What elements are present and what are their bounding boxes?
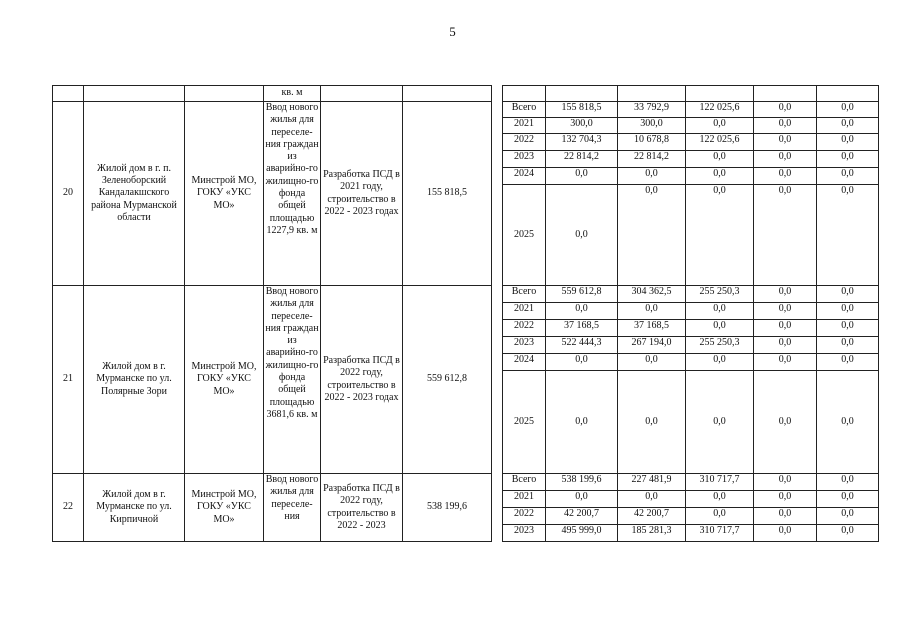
- object-total: 559 612,8: [403, 286, 492, 474]
- object-name: Жилой дом в г. п. Зеленоборский Кандалакшского района Мурманской области: [84, 102, 185, 286]
- fund-4: 0,0: [817, 102, 879, 118]
- year-total: 559 612,8: [546, 286, 618, 303]
- year-total: 0,0: [546, 168, 618, 185]
- year-label: 2023: [503, 525, 546, 542]
- purpose: Ввод нового жилья для переселе-ния граждан из аварийно-го жилищно-го фонда общей площадью 1227,9 кв. м: [264, 102, 321, 286]
- year-label: 2023: [503, 151, 546, 168]
- fund-3: 0,0: [754, 525, 817, 542]
- object-total: 155 818,5: [403, 102, 492, 286]
- fund-3: 0,0: [754, 371, 817, 474]
- fund-2: 310 717,7: [686, 474, 754, 491]
- fund-2: 0,0: [686, 151, 754, 168]
- fund-3: 0,0: [754, 102, 817, 118]
- fund-3: 0,0: [754, 320, 817, 337]
- year-label: 2021: [503, 491, 546, 508]
- fund-2: 0,0: [686, 303, 754, 320]
- fund-1: 300,0: [618, 118, 686, 134]
- year-label: Всего: [503, 474, 546, 491]
- year-total: 0,0: [546, 303, 618, 320]
- year-label: 2023: [503, 337, 546, 354]
- fund-1: 185 281,3: [618, 525, 686, 542]
- fund-2: 255 250,3: [686, 286, 754, 303]
- column-gap: [492, 286, 503, 474]
- fund-3: 0,0: [754, 134, 817, 151]
- fund-1: 267 194,0: [618, 337, 686, 354]
- fund-2: 122 025,6: [686, 134, 754, 151]
- fund-4: 0,0: [817, 337, 879, 354]
- row-number: 22: [53, 474, 84, 542]
- fund-3: 0,0: [754, 491, 817, 508]
- year-total: 0,0: [546, 491, 618, 508]
- year-label: 2021: [503, 118, 546, 134]
- fund-3: 0,0: [754, 474, 817, 491]
- purpose-fragment: кв. м: [264, 86, 321, 102]
- year-total: 42 200,7: [546, 508, 618, 525]
- fund-1: 33 792,9: [618, 102, 686, 118]
- fund-2: 0,0: [686, 354, 754, 371]
- stage: Разработка ПСД в 2021 году, строительство в 2022 - 2023 годах: [321, 102, 403, 286]
- fund-4: 0,0: [817, 134, 879, 151]
- fund-1: 304 362,5: [618, 286, 686, 303]
- year-total: 132 704,3: [546, 134, 618, 151]
- fund-4: 0,0: [817, 185, 879, 286]
- table-body: [53, 86, 879, 542]
- fund-3: 0,0: [754, 354, 817, 371]
- fund-1: 10 678,8: [618, 134, 686, 151]
- year-total: 495 999,0: [546, 525, 618, 542]
- customer: Минстрой МО, ГОКУ «УКС МО»: [185, 286, 264, 474]
- object-name: Жилой дом в г. Мурманске по ул. Полярные Зори: [84, 286, 185, 474]
- fund-2: 0,0: [686, 118, 754, 134]
- year-total: 155 818,5: [546, 102, 618, 118]
- year-label: Всего: [503, 102, 546, 118]
- fund-4: 0,0: [817, 151, 879, 168]
- year-total: 0,0: [546, 354, 618, 371]
- year-label: 2022: [503, 134, 546, 151]
- year-total: 22 814,2: [546, 151, 618, 168]
- year-total: 37 168,5: [546, 320, 618, 337]
- fund-1: 0,0: [618, 371, 686, 474]
- purpose: Ввод нового жилья для переселе-ния: [264, 474, 321, 542]
- year-label: 2021: [503, 303, 546, 320]
- fund-1: 0,0: [618, 185, 686, 286]
- year-total: 300,0: [546, 118, 618, 134]
- fund-4: 0,0: [817, 118, 879, 134]
- year-total: 538 199,6: [546, 474, 618, 491]
- customer: Минстрой МО, ГОКУ «УКС МО»: [185, 474, 264, 542]
- fund-4: 0,0: [817, 354, 879, 371]
- page-number: 5: [449, 24, 456, 39]
- fund-2: 0,0: [686, 371, 754, 474]
- year-label: 2025: [503, 185, 546, 286]
- row-number: 21: [53, 286, 84, 474]
- year-label: 2022: [503, 320, 546, 337]
- year-total: 522 444,3: [546, 337, 618, 354]
- fund-4: 0,0: [817, 525, 879, 542]
- stage: Разработка ПСД в 2022 году, строительство в 2022 - 2023 годах: [321, 286, 403, 474]
- fund-4: 0,0: [817, 286, 879, 303]
- year-total: 0,0: [546, 185, 618, 286]
- fund-3: 0,0: [754, 185, 817, 286]
- column-gap: [492, 474, 503, 542]
- fund-1: 0,0: [618, 168, 686, 185]
- fund-4: 0,0: [817, 168, 879, 185]
- fund-1: 37 168,5: [618, 320, 686, 337]
- fund-2: 310 717,7: [686, 525, 754, 542]
- fund-3: 0,0: [754, 118, 817, 134]
- fund-1: 42 200,7: [618, 508, 686, 525]
- fund-4: 0,0: [817, 474, 879, 491]
- year-label: 2025: [503, 371, 546, 474]
- program-table: [52, 85, 879, 542]
- year-label: 2022: [503, 508, 546, 525]
- table-row-fragment: [53, 86, 879, 102]
- fund-3: 0,0: [754, 508, 817, 525]
- fund-4: 0,0: [817, 303, 879, 320]
- fund-3: 0,0: [754, 286, 817, 303]
- fund-3: 0,0: [754, 303, 817, 320]
- year-label: Всего: [503, 286, 546, 303]
- purpose: Ввод нового жилья для переселе-ния граждан из аварийно-го жилищно-го фонда общей площадью 3681,6 кв. м: [264, 286, 321, 474]
- fund-4: 0,0: [817, 320, 879, 337]
- fund-2: 0,0: [686, 508, 754, 525]
- column-gap: [492, 102, 503, 286]
- fund-2: 0,0: [686, 168, 754, 185]
- year-label: 2024: [503, 354, 546, 371]
- fund-2: 122 025,6: [686, 102, 754, 118]
- fund-2: 0,0: [686, 320, 754, 337]
- fund-4: 0,0: [817, 491, 879, 508]
- fund-1: 0,0: [618, 491, 686, 508]
- fund-1: 22 814,2: [618, 151, 686, 168]
- fund-4: 0,0: [817, 508, 879, 525]
- row-number: 20: [53, 102, 84, 286]
- stage: Разработка ПСД в 2022 году, строительство в 2022 - 2023: [321, 474, 403, 542]
- fund-3: 0,0: [754, 168, 817, 185]
- fund-1: 0,0: [618, 303, 686, 320]
- fund-1: 0,0: [618, 354, 686, 371]
- fund-3: 0,0: [754, 337, 817, 354]
- fund-4: 0,0: [817, 371, 879, 474]
- year-total: 0,0: [546, 371, 618, 474]
- table-row: [53, 102, 879, 118]
- fund-3: 0,0: [754, 151, 817, 168]
- fund-2: 255 250,3: [686, 337, 754, 354]
- customer: Минстрой МО, ГОКУ «УКС МО»: [185, 102, 264, 286]
- table-row: [53, 474, 879, 491]
- fund-1: 227 481,9: [618, 474, 686, 491]
- object-total: 538 199,6: [403, 474, 492, 542]
- fund-2: 0,0: [686, 185, 754, 286]
- year-label: 2024: [503, 168, 546, 185]
- fund-2: 0,0: [686, 491, 754, 508]
- table-row: [53, 286, 879, 303]
- object-name: Жилой дом в г. Мурманске по ул. Кирпичной: [84, 474, 185, 542]
